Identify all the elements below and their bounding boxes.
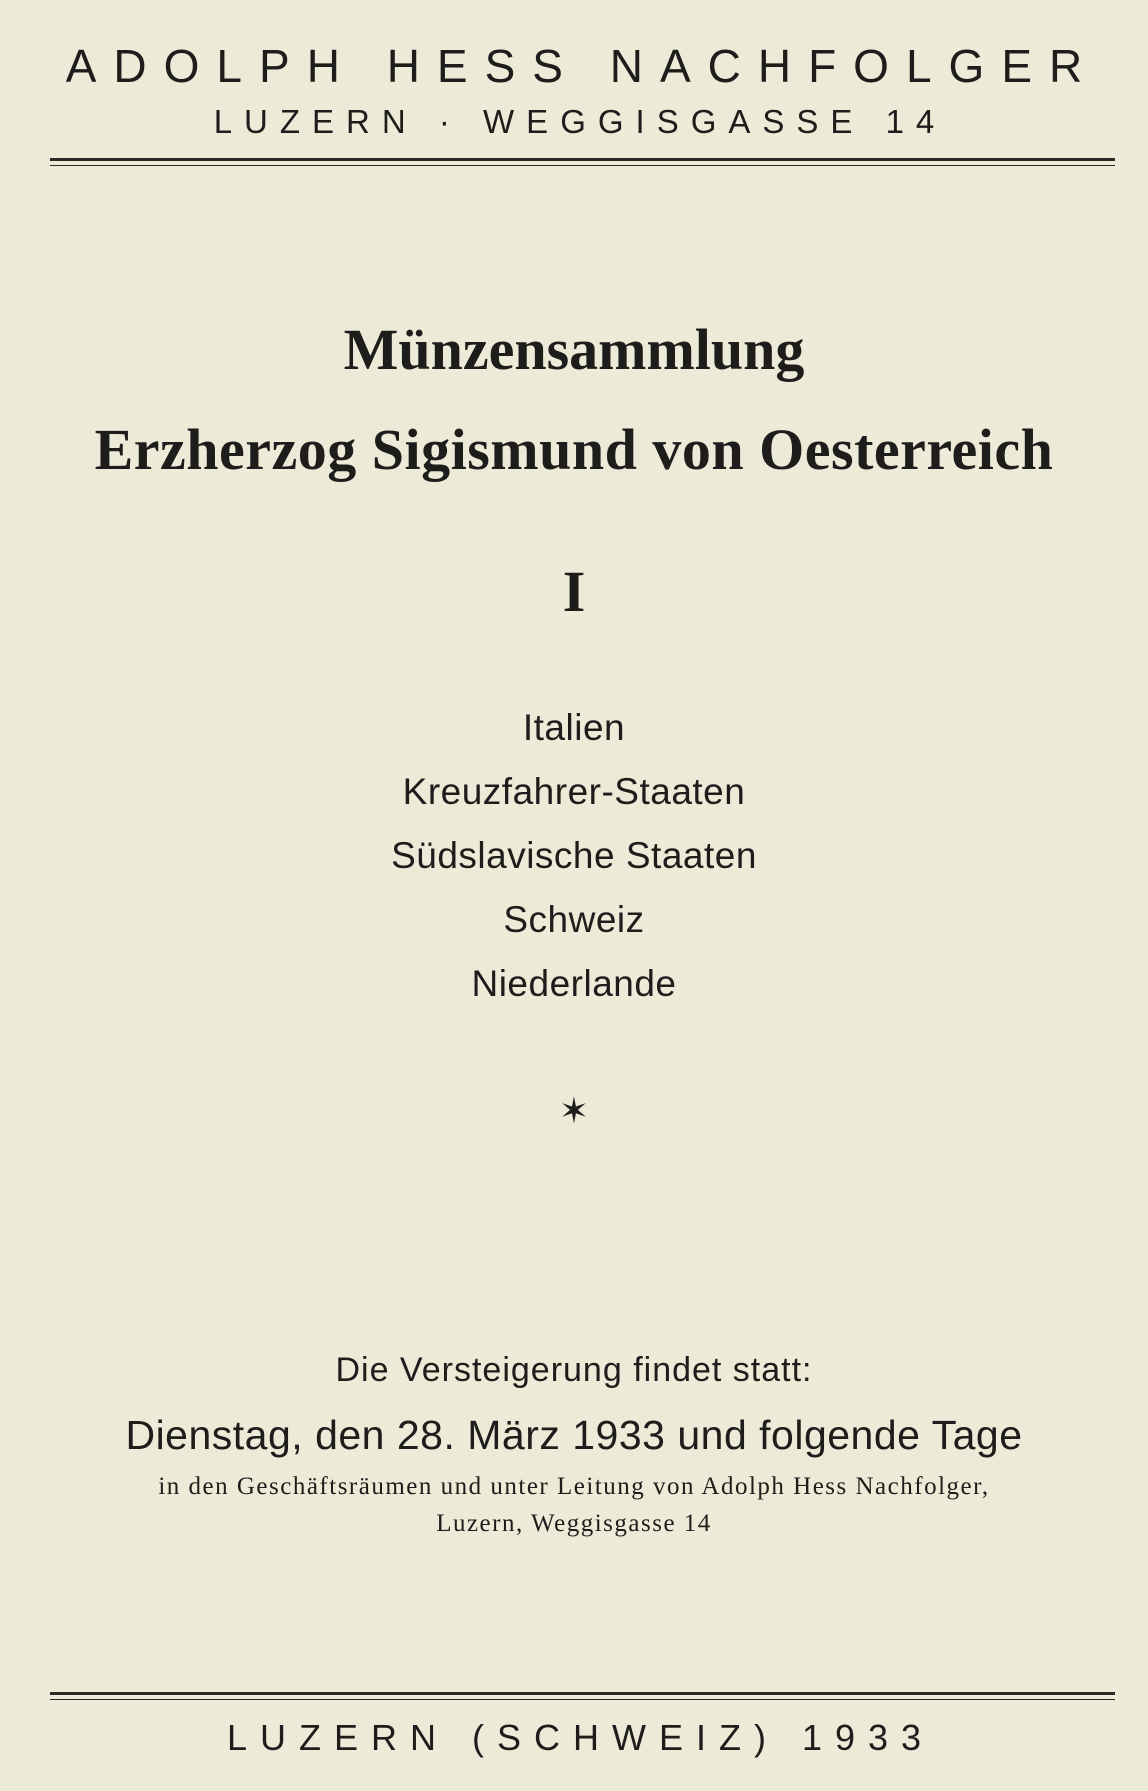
auction-date: Dienstag, den 28. März 1933 und folgende Tage [125, 1412, 1023, 1458]
auction-intro: Die Versteigerung findet statt: [335, 1351, 813, 1389]
publisher-address: LUZERN · WEGGISGASSE 14 [213, 103, 947, 140]
section-item: Schweiz [503, 899, 645, 940]
section-item: Italien [522, 707, 626, 748]
volume-number: I [562, 559, 586, 624]
section-item: Niederlande [471, 963, 677, 1004]
auction-location-line1: in den Geschäftsräumen und unter Leitung von Adolph Hess Nachfolger, [158, 1473, 990, 1500]
publisher-name: ADOLPH HESS NACHFOLGER [65, 40, 1100, 92]
imprint: LUZERN (SCHWEIZ) 1933 [226, 1717, 935, 1758]
catalog-subtitle: Erzherzog Sigismund von Oesterreich [94, 417, 1054, 482]
catalog-title: Münzensammlung [343, 317, 805, 382]
star-ornament-icon: ✶ [558, 1091, 590, 1132]
section-item: Südslavische Staaten [391, 835, 757, 876]
section-item: Kreuzfahrer-Staaten [402, 771, 746, 812]
auction-location-line2: Luzern, Weggisgasse 14 [436, 1510, 712, 1537]
bottom-double-rule [50, 1692, 1115, 1700]
top-double-rule [50, 158, 1115, 166]
section-list [0, 696, 1148, 1016]
